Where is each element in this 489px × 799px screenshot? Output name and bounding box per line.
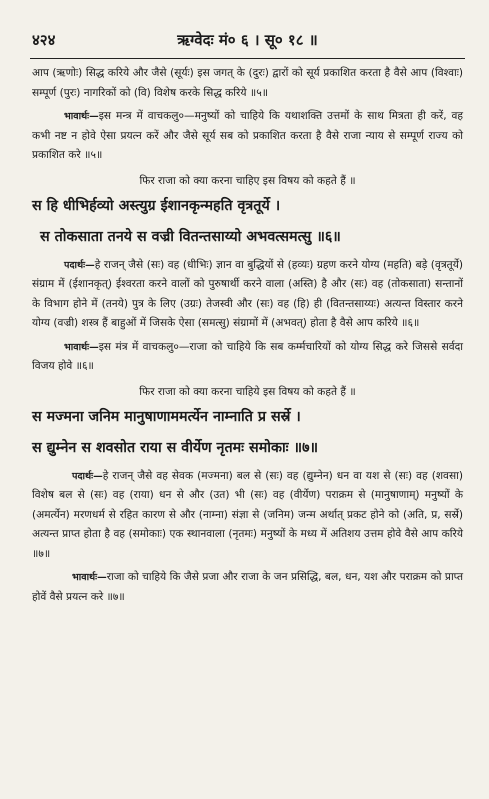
padarth-label: पदार्थः— [72, 470, 103, 482]
header-rule [30, 58, 465, 59]
padarth-paragraph-7 [32, 467, 463, 565]
bhavarth-label: भावार्थः— [72, 572, 107, 583]
paragraph-continued: आप (ऋणोः) सिद्ध करिये और जैसे (सूर्यः) इस जगत् के (दुरः) द्वारों को सूर्य प्रकाशित करता है वैसे आप (विश्वाः) सम्पूर्ण (पुरः) नागरिकों को (वि) विशेष करके सिद्ध करिये ॥५॥ [32, 67, 463, 99]
mantra-7-line-1: स मज्मना जनिम मानुषाणाममर्त्येन नाम्नाति प्र सर्स्रे । [32, 408, 301, 425]
mantra-7-intro: फिर राजा को क्या करना चाहिये इस विषय को कहते हैं ॥ [139, 385, 356, 398]
bhavarth-paragraph-6 [32, 338, 463, 377]
bhavarth-paragraph-5 [32, 107, 463, 166]
bhavarth-text: इस मंत्र में वाचकलु०—राजा को चाहिये कि सब कर्म्मचारियों को योग्य सिद्ध करे जिससे सर्वदा विजय होवे ॥६॥ [32, 340, 463, 372]
bhavarth-label: भावार्थः— [64, 341, 99, 353]
page-header [32, 30, 463, 52]
padarth-text: हे राजन् जैसे (सः) वह (धीभिः) ज्ञान वा बुद्धियों से (हव्यः) ग्रहण करने योग्य (महति) बड़े (वृत्रतूर्ये) संग्राम में (ईशानकृत्) ईश्वरता करने वालों को पुरुषार्थी करने वाला (अस्ति) है और (सः) वह (तोकसाता) सन्तानों के विभाग होने में (तनये) पुत्र के लिए (उग्रः) तेजस्वी और (सः) वह (हि) ही (वितन्तसाय्यः) अत्यन्त विस्तार करने योग्य (वज्री) शस्त्र हैं बाहुओं में जिसके ऐसा (समत्सु) संग्रामों में (अभवत्) होता है वैसे आप करिये ॥६॥ [32, 258, 463, 329]
mantra-6-line-1: स हि धीभिर्हव्यो अस्त्युग्र ईशानकृन्महति वृत्रतूर्ये । [32, 197, 281, 214]
bhavarth-paragraph-7 [32, 568, 463, 607]
page-body [32, 64, 463, 607]
page-number: ४२४ [32, 31, 56, 49]
padarth-text: हे राजन् जैसे वह सेवक (मज्मना) बल से (सः) वह (द्युम्नेन) धन वा यश से (सः) वह (शवसा) विशेष बल से (सः) वह (राया) धन से और (उत) भी (सः) वह (वीर्येण) पराक्रम से (मानुषाणाम्) मनुष्यों के (अमर्त्येन) मरणधर्म से रहित कारण से और (नाम्ना) संज्ञा से (जनिम) जन्म अर्थात् प्रकट होने को (अति, प्र, सर्स्रे) अत्यन्त प्राप्त होता है वह (समोकाः) एक स्थानवाला (नृतमः) मनुष्यों के मध्य में अतिशय उत्तम होवे वैसे आप करिये ॥७॥ [32, 469, 463, 560]
padarth-paragraph-6 [32, 256, 463, 334]
running-title: ऋग्वेदः मं० ६ । सू० १८ ॥ [177, 31, 318, 49]
padarth-label: पदार्थः— [64, 259, 95, 271]
bhavarth-text: राजा को चाहिये कि जैसे प्रजा और राजा के जन प्रसिद्धि, बल, धन, यश और पराक्रम को प्राप्त होवें वैसे प्रयत्न करे ॥७॥ [32, 571, 463, 603]
bhavarth-text: इस मन्त्र में वाचकलु०—मनुष्यों को चाहिये कि यथाशक्ति उत्तमों के साथ मित्रता ही करें, वह कभी नष्ट न होवे ऐसा प्रयत्न करें और जैसे सूर्य सब को प्रकाशित करता है वैसे राजा न्याय से सम्पूर्ण राज्य को प्रकाशित करे ॥५॥ [32, 110, 463, 161]
mantra-6-line-2: स तोकसाता तनये स वज्री वितन्तसाय्यो अभवत्समत्सु ॥६॥ [40, 228, 341, 245]
bhavarth-label: भावार्थः— [64, 111, 99, 122]
mantra-6-intro: फिर राजा को क्या करना चाहिए इस विषय को कहते हैं ॥ [139, 174, 356, 187]
mantra-7-line-2: स द्युम्नेन स शवसोत राया स वीर्येण नृतमः समोकाः ॥७॥ [32, 439, 319, 456]
